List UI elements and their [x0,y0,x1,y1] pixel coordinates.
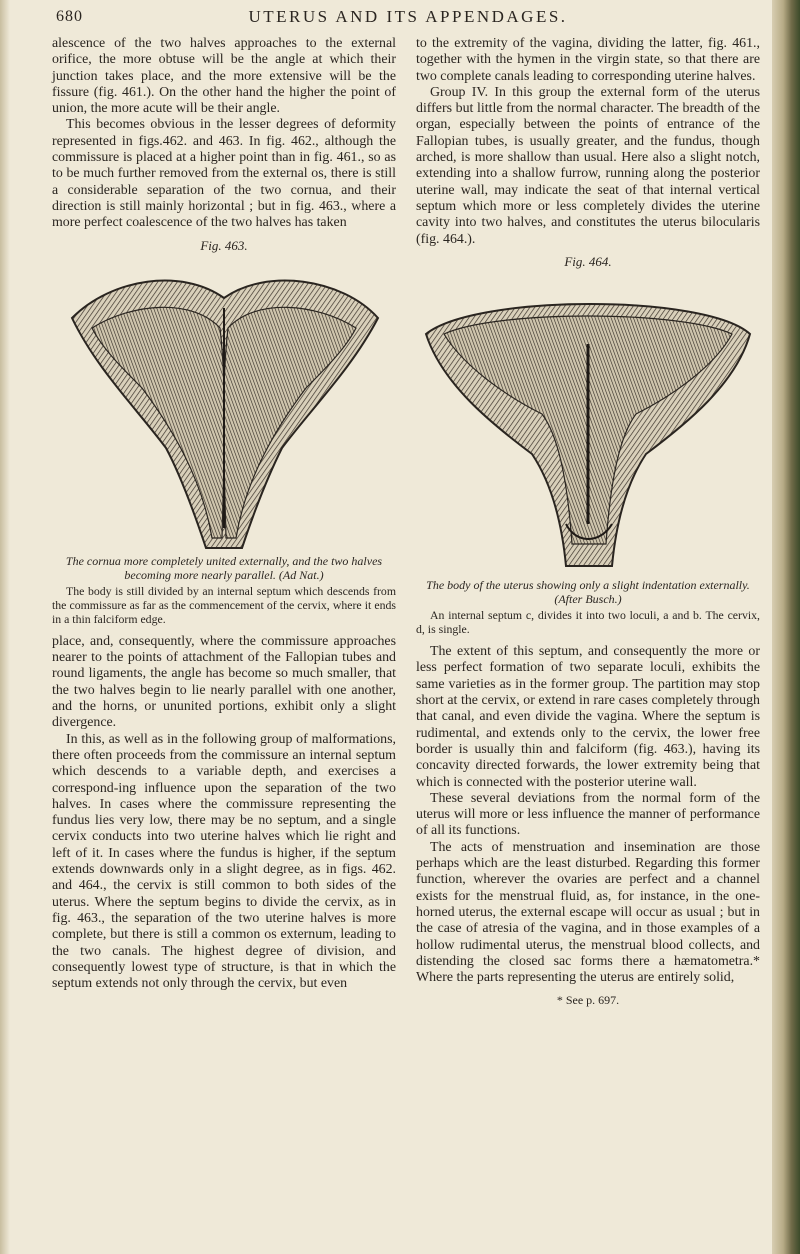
book-spine [772,0,800,1254]
figure-label: Fig. 463. [200,237,248,253]
figure-caption: The body of the uterus showing only a slight indentation externally. (After Busch.) [426,578,750,607]
right-column [416,36,760,1009]
paragraph: In this, as well as in the following group of malformations, there often proceeds from the commissure an internal septum which descends to a variable depth, and exercises a correspond-ing influence upon the separation of the two halves. In cases where the commissure representing the fundus lies very low, there may be no septum, and a single cervix conducts into two uterine halves which lie right and left of it. In cases where the fundus is higher, if the septum extends downwards only in a slight degree, as in figs. 462. and 464., the cervix is still common to both sides of the uterus. Where the septum begins to divide the cervix, as in fig. 463., the separation of the two uterine halves is more complete, but there is still a common os externum, leading to the two canals. The highest degree of division, and consequently lowest type of structure, is that in which the septum extends not only through the cervix, but even [52,731,396,992]
book-page [52,0,764,1254]
figure-464-uterus-illustration [416,274,760,574]
figure-caption: The cornua more completely united externally, and the two halves becoming more nearly parallel. (Ad Nat.) [65,553,383,582]
paragraph: These several deviations from the normal form of the uterus will more or less influence the manner of performance of all its functions. [416,790,760,839]
paragraph: This becomes obvious in the lesser degrees of deformity represented in figs.462. and 463. In fig. 462., although the commissure is placed at a higher point than in fig. 461., so as to be much further removed from the external os, there is still a considerable separation of the two cornua, and their direction is still mainly horizontal ; but in fig. 463., where a more perfect coalescence of the two halves has taken [52,117,396,231]
figure-label: Fig. 464. [564,253,612,269]
footnote: * See p. 697. [556,993,620,1008]
paragraph: The acts of menstruation and insemination are those perhaps which are the least disturbed. Regarding this former function, wherever the ovaries are perfect and a channel exists for the menstrual fluid, as, for instance, in the one-horned uterus, the external escape will occur as usual ; but in the case of atresia of the vagina, and in those examples of a hollow rudimental uterus, the menstrual blood collects, and distending the closed sac forms there a hæmatometra.* Where the parts representing the uterus are entirely solid, [416,839,760,986]
paragraph: Group IV. In this group the external form of the uterus differs but little from the normal character. The breadth of the organ, especially between the points of entrance of the Fallopian tubes, is usually greater, and the fundus, though arched, is more shallow than usual. Here also a slight notch, extending into a shallow furrow, running along the posterior uterine wall, may indicate the seat of that internal vertical septum which more or less completely divides the uterine cavity into two halves, and constitutes the uterus bilocularis (fig. 464.). [416,84,760,247]
running-title: UTERUS AND ITS APPENDAGES. [248,7,568,26]
page-header [52,6,764,32]
page-edge [0,0,10,1254]
paragraph: place, and, consequently, where the commissure approaches nearer to the points of attachment of the Fallopian tubes and round ligaments, the angle has become so much smaller, that the two halves begin to lie nearly parallel with one another, and the horns, or ununited portions, exhibit only a slight divergence. [52,633,396,731]
figure-463-uterus-illustration [52,258,396,550]
figure-description: An internal septum c, divides it into two loculi, a and b. The cervix, d, is single. [416,608,760,637]
figure-description: The body is still divided by an internal septum which descends from the commissure as far as the commencement of the cervix, where it ends in a thin falciform edge. [52,583,396,626]
paragraph: to the extremity of the vagina, dividing the latter, fig. 461., together with the hymen in the virgin state, so that there are two complete canals leading to corresponding uterine halves. [416,36,760,84]
left-column [52,36,396,992]
paragraph: alescence of the two halves approaches to the external orifice, the more obtuse will be the angle at which their junction takes place, and the more extensive will be the fissure (fig. 461.). On the other hand the higher the point of union, the more acute will be their angle. [52,36,396,117]
paragraph: The extent of this septum, and consequently the more or less perfect formation of two separate loculi, exhibits the same varieties as in the former group. The partition may stop short at the cervix, or extend in rare cases completely through that canal, and even divide the vagina. Where the septum is rudimental, and extends only to the cervix, the lower free border is usually thin and falciform (fig. 463.), having its concavity directed forwards, the lower extremity being that which is connected with the posterior uterine wall. [416,644,760,790]
page-number: 680 [56,8,83,25]
